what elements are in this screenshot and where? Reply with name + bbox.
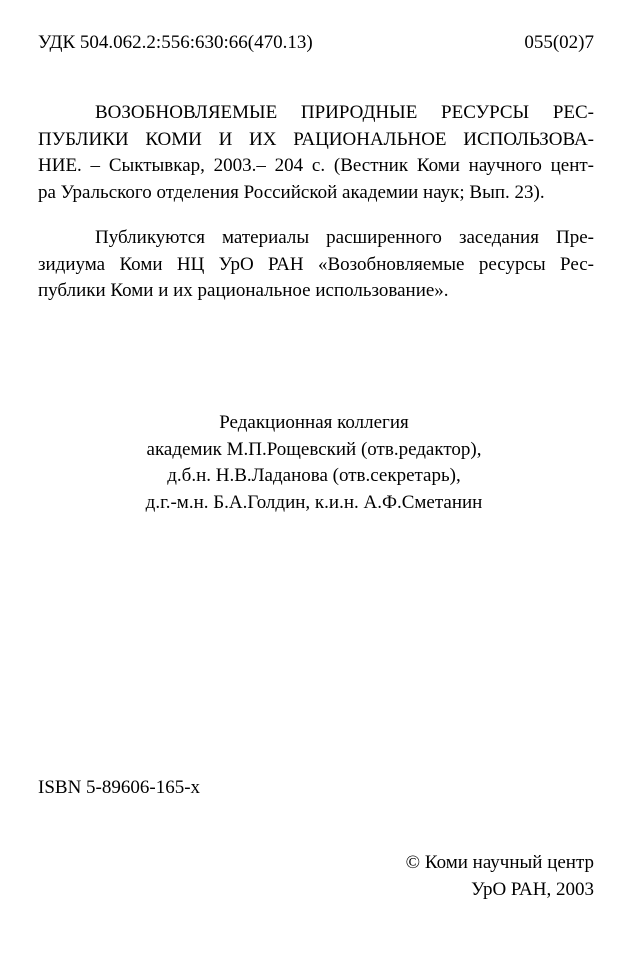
bbk-code: 055(02)7 xyxy=(524,32,594,53)
editorial-board-member: д.б.н. Н.В.Ладанова (отв.секретарь), xyxy=(167,465,461,486)
annotation-line: Публикуются материалы расширенного заседания Пре- xyxy=(95,227,594,248)
bib-line: ПУБЛИКИ КОМИ И ИХ РАЦИОНАЛЬНОЕ ИСПОЛЬЗОВА- xyxy=(38,128,594,150)
annotation-line: публики Коми и их рациональное использование». xyxy=(38,280,449,301)
bib-line: ра Уральского отделения Российской академии наук; Вып. 23). xyxy=(38,181,545,203)
editorial-board-member: д.г.-м.н. Б.А.Голдин, к.и.н. А.Ф.Сметанин xyxy=(145,491,483,513)
bibliographic-description xyxy=(38,100,594,206)
annotation-line: зидиума Коми НЦ УрО РАН «Возобновляемые ресурсы Рес- xyxy=(38,253,594,275)
copyright-line: © Коми научный центр xyxy=(405,852,594,873)
copyright-notice xyxy=(406,850,594,903)
udk-code: УДК 504.062.2:556:630:66(470.13) xyxy=(38,32,313,53)
annotation xyxy=(38,225,594,305)
copyright-line: УрО РАН, 2003 xyxy=(471,878,594,900)
editorial-board xyxy=(0,410,628,516)
classification-header xyxy=(38,30,594,56)
editorial-board-member: академик М.П.Рощевский (отв.редактор), xyxy=(146,438,482,460)
bib-line: ВОЗОБНОВЛЯЕМЫЕ ПРИРОДНЫЕ РЕСУРСЫ РЕС- xyxy=(95,102,594,123)
editorial-board-title: Редакционная коллегия xyxy=(219,412,409,433)
isbn: ISBN 5-89606-165-x xyxy=(38,777,201,798)
bib-line: НИЕ. – Сыктывкар, 2003.– 204 с. (Вестник Коми научного цент- xyxy=(38,155,594,176)
